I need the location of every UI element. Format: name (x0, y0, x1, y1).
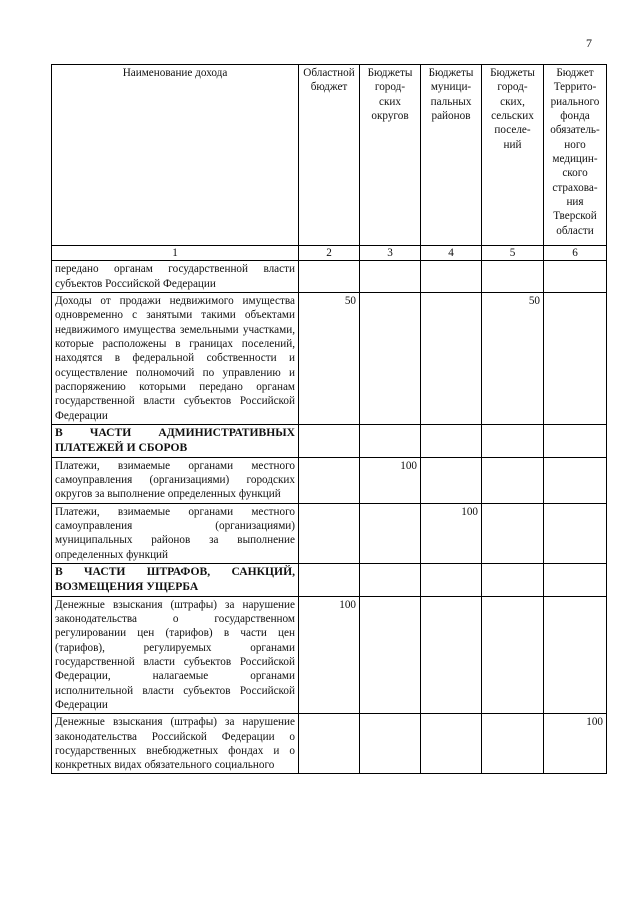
value-cell: 100 (544, 714, 607, 774)
value-cell (299, 457, 360, 503)
value-cell (421, 261, 482, 293)
table-row (52, 596, 607, 714)
value-cell (544, 563, 607, 596)
value-cell (482, 424, 544, 457)
page-number: 7 (586, 36, 592, 50)
revenue-distribution-table (51, 64, 607, 774)
value-cell (544, 503, 607, 563)
value-cell (421, 457, 482, 503)
value-cell (360, 714, 421, 774)
column-number: 1 (52, 246, 299, 261)
value-cell (482, 457, 544, 503)
value-cell (360, 292, 421, 424)
value-cell (544, 424, 607, 457)
value-cell (421, 292, 482, 424)
value-cell (482, 714, 544, 774)
value-cell (360, 424, 421, 457)
value-cell (421, 714, 482, 774)
value-cell (544, 261, 607, 293)
column-header-medical-insurance-fund: Бюджет Террито- риального фонда обязатель- ного медицин- ского страхова- ния Тверской области (544, 65, 607, 246)
value-cell (421, 424, 482, 457)
value-cell (544, 596, 607, 714)
column-header-city-districts: Бюджеты город- ских округов (360, 65, 421, 246)
table-row (52, 292, 607, 424)
column-header-regional-budget: Областной бюджет (299, 65, 360, 246)
table-header-row (52, 65, 607, 246)
column-number: 4 (421, 246, 482, 261)
value-cell: 50 (299, 292, 360, 424)
value-cell: 50 (482, 292, 544, 424)
column-header-revenue-name: Наименование дохода (52, 65, 299, 246)
value-cell (299, 424, 360, 457)
section-heading-row (52, 563, 607, 596)
value-cell (360, 596, 421, 714)
value-cell (299, 503, 360, 563)
revenue-name-cell: Денежные взыскания (штрафы) за нарушение законодательства Российской Федерации о государственных внебюджетных фондах и о конкретных видах обязательного социального (52, 714, 299, 774)
table-row (52, 503, 607, 563)
value-cell (421, 596, 482, 714)
value-cell: 100 (421, 503, 482, 563)
value-cell (360, 503, 421, 563)
value-cell (544, 292, 607, 424)
column-numbers-row (52, 246, 607, 261)
value-cell (360, 563, 421, 596)
value-cell: 100 (360, 457, 421, 503)
value-cell (482, 596, 544, 714)
column-number: 5 (482, 246, 544, 261)
value-cell (482, 261, 544, 293)
column-header-settlements: Бюджеты город- ских, сельских поселе- ний (482, 65, 544, 246)
revenue-name-cell: Платежи, взимаемые органами местного самоуправления (организациями) городских округов за выполнение определенных функций (52, 457, 299, 503)
value-cell (421, 563, 482, 596)
value-cell (299, 261, 360, 293)
value-cell (482, 563, 544, 596)
revenue-name-cell: Денежные взыскания (штрафы) за нарушение законодательства о государственном регулировании цен (тарифов) в части цен (тарифов), регулируемых органами государственной власти субъектов Российской Федерации, налагаемые органами исполнительной власти субъектов Российской Федерации (52, 596, 299, 714)
column-header-municipal-districts: Бюджеты муници- пальных районов (421, 65, 482, 246)
value-cell (299, 714, 360, 774)
section-heading: В ЧАСТИ АДМИНИСТРАТИВНЫХ ПЛАТЕЖЕЙ И СБОРОВ (52, 424, 299, 457)
value-cell (544, 457, 607, 503)
value-cell (299, 563, 360, 596)
section-heading: В ЧАСТИ ШТРАФОВ, САНКЦИЙ, ВОЗМЕЩЕНИЯ УЩЕРБА (52, 563, 299, 596)
value-cell (360, 261, 421, 293)
column-number: 3 (360, 246, 421, 261)
value-cell (482, 503, 544, 563)
revenue-name-cell: Платежи, взимаемые органами местного самоуправления (организациями) муниципальных районов за выполнение определенных функций (52, 503, 299, 563)
revenue-name-cell: Доходы от продажи недвижимого имущества одновременно с занятыми такими объектами недвижимого имущества земельными участками, которые расположены в границах поселений, находятся в федеральной собственности и осуществление полномочий по управлению и распоряжению которыми передано органам государственной власти субъектов Российской Федерации (52, 292, 299, 424)
column-number: 6 (544, 246, 607, 261)
table-row (52, 457, 607, 503)
section-heading-row (52, 424, 607, 457)
table-row (52, 714, 607, 774)
value-cell: 100 (299, 596, 360, 714)
column-number: 2 (299, 246, 360, 261)
revenue-name-cell: передано органам государственной власти субъектов Российской Федерации (52, 261, 299, 293)
table-row (52, 261, 607, 293)
